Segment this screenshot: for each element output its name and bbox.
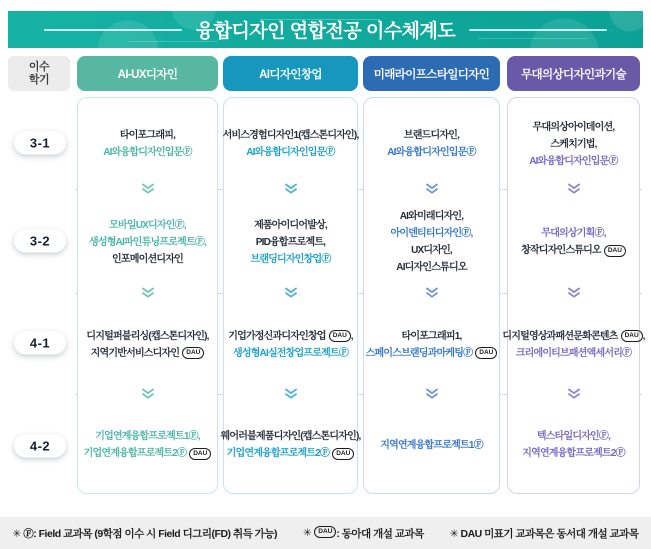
course-cell <box>364 190 499 294</box>
course-cell <box>78 395 217 495</box>
course-cell <box>78 294 217 395</box>
course-cell <box>78 98 217 190</box>
title-right-line <box>469 29 607 31</box>
chevron-glyph <box>141 288 155 299</box>
course-line: 기업연계융합프로젝트2Ⓕ DAU <box>84 445 212 462</box>
track-header-1: AI-UX디자인 <box>77 56 218 91</box>
course-line: 기업가정신과디자인창업 DAU , <box>228 330 353 342</box>
course-cell <box>364 294 499 395</box>
chevron-glyph <box>284 184 298 195</box>
chevron-down-icon <box>280 388 302 401</box>
dau-badge: DAU <box>621 330 643 342</box>
chevron-glyph <box>284 389 298 400</box>
course-line: 창작디자인스튜디오 DAU <box>521 242 626 259</box>
dau-badge: DAU <box>604 245 626 257</box>
chevron-glyph <box>425 184 439 195</box>
semester-pill-4-1: 4-1 <box>14 332 66 355</box>
course-line: 제품아이디어발상, <box>254 219 327 231</box>
page-title: 융합디자인 연합전공 이수체계도 <box>195 21 456 42</box>
course-cell <box>224 294 357 395</box>
title-banner <box>8 11 643 48</box>
dau-badge: DAU <box>332 448 354 460</box>
course-line: 인포메이션디자인 <box>112 253 183 265</box>
semester-pill-3-1: 3-1 <box>14 132 66 155</box>
dau-badge: DAU <box>475 347 497 359</box>
chevron-down-icon <box>137 388 159 401</box>
chevron-glyph <box>425 288 439 299</box>
course-line: AI와융합디자인입문Ⓕ <box>529 155 618 167</box>
course-cell <box>502 294 645 395</box>
course-line: AI와미래디자인, <box>399 211 464 222</box>
footnote-2: ✳ DAU : 동아대 개설 교과목 <box>302 527 424 540</box>
course-line: 무대의상기획Ⓕ, <box>541 228 606 239</box>
course-cell <box>224 190 357 294</box>
course-line: 무대의상아이데이션, <box>532 121 615 133</box>
course-line: 생성형AI파인튜닝프로젝트Ⓕ, <box>88 236 207 248</box>
course-line: 웨어러블제품디자인(캡스톤디자인), <box>220 431 361 442</box>
course-cell <box>78 190 217 294</box>
course-cell <box>508 98 639 190</box>
dau-badge: DAU <box>314 526 336 538</box>
course-line: 지역연계융합프로젝트1Ⓕ <box>380 439 483 451</box>
course-line: 타이포그래피1, <box>401 330 462 342</box>
dau-badge: DAU <box>329 330 351 342</box>
course-line: 생성형AI실전창업프로젝트Ⓕ <box>232 347 349 359</box>
course-line: AI디자인스튜디오 <box>396 262 467 273</box>
course-line: 아이덴티티디자인Ⓕ, <box>390 228 473 239</box>
chevron-down-icon <box>421 183 443 196</box>
course-line: AI와융합디자인입문Ⓕ <box>387 147 476 158</box>
chevron-glyph <box>567 288 581 299</box>
dau-badge: DAU <box>189 448 211 460</box>
course-line: UX디자인, <box>411 245 452 256</box>
course-line: 기업연계융합프로젝트1Ⓕ, <box>95 431 200 442</box>
course-line: PID융합프로젝트, <box>255 236 326 248</box>
chevron-down-icon <box>563 287 585 300</box>
chevron-down-icon <box>421 287 443 300</box>
chevron-glyph <box>141 389 155 400</box>
chevron-glyph <box>567 184 581 195</box>
course-line: 스페이스브랜딩과마케팅Ⓕ DAU <box>366 345 498 362</box>
legend-bar <box>0 517 651 549</box>
track-header-3: 미래라이프스타일디자인 <box>363 56 500 91</box>
course-cell <box>220 395 361 495</box>
chevron-down-icon <box>280 183 302 196</box>
course-line: 스케치기법, <box>550 138 597 150</box>
chevron-glyph <box>284 288 298 299</box>
course-line: 지역연계융합프로젝트2Ⓕ <box>522 448 625 459</box>
chevron-down-icon <box>563 388 585 401</box>
chevron-down-icon <box>137 287 159 300</box>
title-left-line <box>44 29 182 31</box>
course-cell <box>508 395 639 495</box>
course-line: AI와융합디자인입문Ⓕ <box>103 147 192 158</box>
chevron-down-icon <box>563 183 585 196</box>
chevron-down-icon <box>421 388 443 401</box>
track-header-4: 무대의상디자인과기술 <box>507 56 640 91</box>
course-line: 모바일UX디자인Ⓕ, <box>109 219 186 231</box>
semester-header-line1: 이수 <box>28 60 50 73</box>
semester-column-header <box>8 56 70 91</box>
course-line: 디지털퍼블리싱(캡스톤디자인), <box>86 330 209 342</box>
course-line: AI와융합디자인입문Ⓕ <box>246 147 335 158</box>
course-cell <box>364 98 499 190</box>
track-header-2: AI디자인창업 <box>223 56 358 91</box>
course-line: 텍스타일디자인Ⓕ, <box>536 431 611 442</box>
course-cell <box>508 190 639 294</box>
chevron-down-icon <box>280 287 302 300</box>
chevron-glyph <box>567 389 581 400</box>
chevron-glyph <box>425 389 439 400</box>
course-line: 브랜드디자인, <box>403 130 460 141</box>
course-line: 지역기반서비스디자인 DAU <box>91 345 205 362</box>
semester-pill-3-2: 3-2 <box>14 230 66 253</box>
semester-pill-4-2: 4-2 <box>14 435 66 458</box>
course-cell <box>364 395 499 495</box>
course-line: 서비스경험디자인1(캡스톤디자인), <box>222 130 359 141</box>
footnote-3: ✳ DAU 미표기 교과목은 동서대 개설 교과목 <box>449 527 639 540</box>
course-line: 브랜딩디자인창업Ⓕ <box>250 253 331 265</box>
course-line: 기업연계융합프로젝트2Ⓕ DAU <box>227 445 355 462</box>
course-line: 디지털영상과패션문화콘텐츠 DAU , <box>502 330 645 342</box>
footnote-1: ✳ Ⓕ: Field 교과목 (9학점 이수 시 Field 디그리(FD) 취득 가능) <box>12 527 277 540</box>
semester-header-line2: 학기 <box>28 73 50 86</box>
course-cell <box>224 98 357 190</box>
course-line: 크리에이티브패션액세서리Ⓕ <box>515 347 632 359</box>
chevron-down-icon <box>137 183 159 196</box>
course-line: 타이포그래피, <box>119 130 176 141</box>
dau-badge: DAU <box>182 347 204 359</box>
chevron-glyph <box>141 184 155 195</box>
